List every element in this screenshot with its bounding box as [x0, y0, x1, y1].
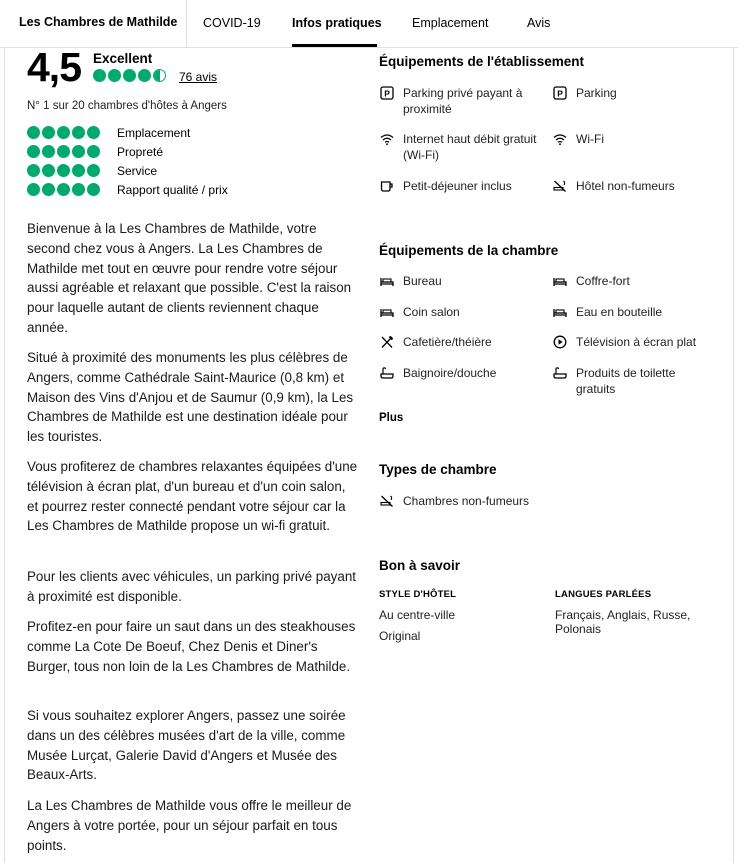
- rating-score: 4,5: [27, 44, 81, 90]
- more-amenities-link[interactable]: Plus: [379, 412, 404, 424]
- bubble-icon: [87, 126, 100, 139]
- bubble-icon: [27, 145, 40, 158]
- subrating-bubbles: [27, 126, 100, 139]
- wifi-icon: [553, 132, 567, 146]
- utensils-icon: [380, 335, 394, 349]
- subrating-label: Rapport qualité / prix: [117, 183, 228, 197]
- amenity-label: Petit-déjeuner inclus: [403, 179, 512, 193]
- amenity-label: Hôtel non-fumeurs: [576, 179, 675, 193]
- room-amenities-title: Équipements de la chambre: [379, 243, 559, 258]
- amenity-label: Parking privé payant à proximité: [403, 86, 523, 116]
- hotel-style-value: Original: [379, 629, 421, 643]
- bubble-icon: [72, 145, 85, 158]
- bed-icon: [380, 274, 394, 288]
- hotel-style-value: Au centre-ville: [379, 608, 456, 622]
- amenity-label: Eau en bouteille: [576, 305, 663, 319]
- amenity-label: Produits de toilette gratuits: [576, 366, 676, 396]
- description-paragraph: Situé à proximité des monuments les plus célèbres de Angers, comme Cathédrale Saint-Maurice (0,8 km) et Maison des Vins d'Anjou et de Saumur (0,9 km), la Les Chambres de Mathilde est une destination idéale pour les touristes.: [27, 350, 354, 445]
- subrating-bubbles: [27, 145, 100, 158]
- nav-divider: [186, 0, 187, 47]
- bubble-icon: [42, 126, 55, 139]
- bubble-icon: [93, 69, 106, 82]
- ranking-text: N° 1 sur 20 chambres d'hôtes à Angers: [27, 100, 227, 112]
- subrating-label: Propreté: [117, 145, 164, 159]
- description-paragraph: Pour les clients avec véhicules, un parking privé payant à proximité est disponible.: [27, 569, 356, 604]
- bubble-icon: [72, 126, 85, 139]
- bubble-icon: [27, 126, 40, 139]
- bathtub-icon: [553, 366, 567, 380]
- subrating-row: [27, 145, 100, 159]
- svg-text:P: P: [557, 88, 563, 99]
- bubble-icon: [72, 183, 85, 196]
- bubble-icon: [57, 183, 70, 196]
- amenity-label: Parking: [576, 86, 617, 100]
- description-paragraph: Profitez-en pour faire un saut dans un des steakhouses comme La Cote De Boeuf, Chez Denis et Diner's Burger, tous non loin de la Les Chambres de Mathilde.: [27, 619, 356, 674]
- languages-label: LANGUES PARLÉES: [555, 589, 652, 600]
- parking-icon: [553, 86, 567, 100]
- bubble-icon: [138, 69, 151, 82]
- no-smoking-icon: [553, 179, 567, 193]
- amenity-label: Cafetière/théière: [403, 335, 492, 349]
- subrating-bubbles: [27, 164, 100, 177]
- rating-bubbles: [93, 69, 166, 82]
- hotel-style-label: STYLE D'HÔTEL: [379, 589, 457, 600]
- bed-icon: [553, 274, 567, 288]
- amenity-label: Bureau: [403, 274, 442, 288]
- reviews-count-link[interactable]: 76 avis: [179, 70, 218, 84]
- top-nav: [0, 0, 738, 48]
- description-paragraph: La Les Chambres de Mathilde vous offre le meilleur de Angers à votre portée, pour un séjour parfait en tous points.: [27, 798, 352, 853]
- bubble-icon: [123, 69, 136, 82]
- amenity-label: Télévision à écran plat: [576, 335, 697, 349]
- active-tab-indicator: [292, 44, 377, 47]
- subrating-row: [27, 164, 100, 178]
- bubble-icon: [57, 145, 70, 158]
- bubble-icon: [42, 145, 55, 158]
- bubble-icon: [27, 183, 40, 196]
- rating-label: Excellent: [93, 51, 153, 66]
- subrating-bubbles: [27, 183, 100, 196]
- tab-covid[interactable]: COVID-19: [203, 16, 261, 30]
- amenity-label: Coin salon: [403, 305, 460, 319]
- bubble-icon: [57, 126, 70, 139]
- tab-avis[interactable]: Avis: [527, 16, 551, 30]
- amenity-label: Baignoire/douche: [403, 366, 497, 380]
- bed-icon: [553, 305, 567, 319]
- bathtub-icon: [380, 366, 394, 380]
- parking-icon: [380, 86, 394, 100]
- property-amenities-title: Équipements de l'établissement: [379, 54, 585, 69]
- wifi-icon: [380, 132, 394, 146]
- description-paragraph: Bienvenue à la Les Chambres de Mathilde, votre second chez vous à Angers. La Les Chambres de Mathilde met tout en œuvre pour rendre votre séjour aussi agréable et relaxant que possible. C'est la raison pour laquelle autant de clients reviennent chaque année.: [27, 221, 352, 335]
- bubble-icon: [57, 164, 70, 177]
- subrating-label: Service: [117, 164, 158, 178]
- bubble-icon: [42, 183, 55, 196]
- room-types-title: Types de chambre: [379, 462, 497, 477]
- bubble-icon: [108, 69, 121, 82]
- amenity-label: Wi-Fi: [576, 132, 604, 146]
- subrating-label: Emplacement: [117, 126, 191, 140]
- description-paragraph: Si vous souhaitez explorer Angers, passez une soirée dans un des célèbres musées d'art de la ville, comme Musée Lurçat, Galerie David d'Angers et Musée des Beaux-Arts.: [27, 708, 346, 783]
- amenity-label: Internet haut débit gratuit (Wi-Fi): [403, 132, 537, 162]
- languages-value: Français, Anglais, Russe, Polonais: [555, 608, 691, 636]
- amenity-label: Coffre-fort: [576, 274, 630, 288]
- room-type-label: Chambres non-fumeurs: [403, 494, 530, 508]
- no-smoking-icon: [380, 494, 394, 508]
- coffee-cup-icon: [380, 179, 394, 193]
- svg-text:P: P: [384, 88, 390, 99]
- subrating-row: [27, 183, 100, 197]
- bubble-icon: [87, 183, 100, 196]
- good-to-know-title: Bon à savoir: [379, 558, 461, 573]
- bubble-icon: [42, 164, 55, 177]
- bubble-icon: [27, 164, 40, 177]
- subrating-row: [27, 126, 100, 140]
- bubble-icon: [87, 164, 100, 177]
- half-bubble-icon: [153, 69, 166, 82]
- hotel-name: Les Chambres de Mathilde: [19, 15, 178, 29]
- bubble-icon: [87, 145, 100, 158]
- play-icon: [553, 335, 567, 349]
- bubble-icon: [72, 164, 85, 177]
- description-paragraph: Vous profiterez de chambres relaxantes équipées d'une télévision à écran plat, d'un bureau et d'un coin salon, et pourrez rester connecté pendant votre séjour car la Les Chambres de Mathilde propose un wi-fi gratuit.: [27, 459, 358, 534]
- tab-emplacement[interactable]: Emplacement: [412, 16, 489, 30]
- bed-icon: [380, 305, 394, 319]
- tab-infos-pratiques[interactable]: Infos pratiques: [292, 16, 382, 30]
